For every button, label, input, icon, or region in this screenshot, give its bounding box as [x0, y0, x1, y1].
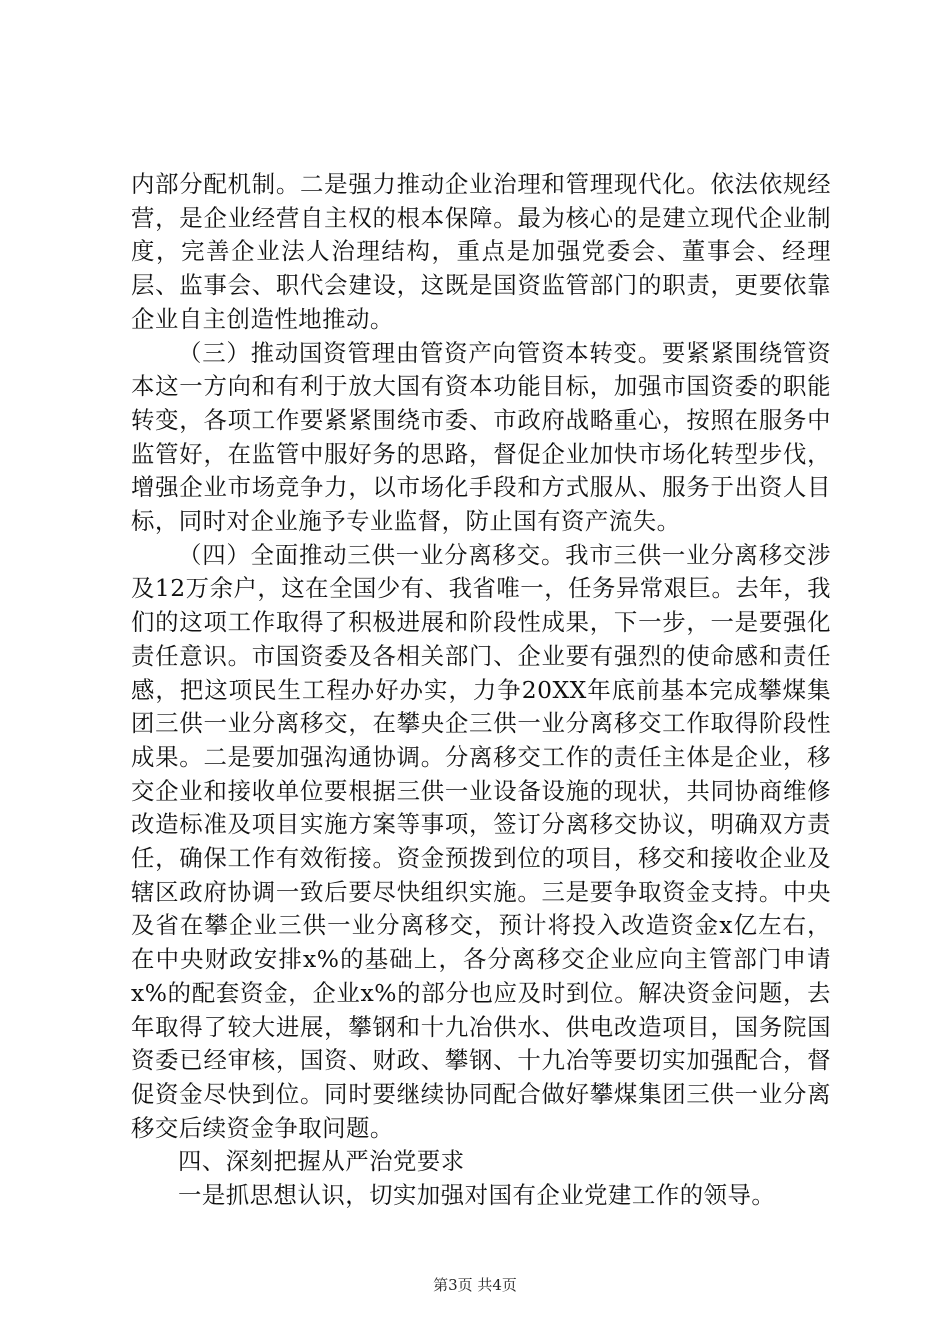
paragraph-1: 内部分配机制。二是强力推动企业治理和管理现代化。依法依规经营，是企业经营自主权的根本保障。最为核心的是建立现代企业制度，完善企业法人治理结构，重点是加强党委会、董事会、经理层、监事会、职代会建设，这既是国资监管部门的职责，更要依靠企业自主创造性地推动。	[131, 170, 831, 333]
paragraph-2: （三）推动国资管理由管资产向管资本转变。要紧紧围绕管资本这一方向和有利于放大国有资本功能目标，加强市国资委的职能转变，各项工作要紧紧围绕市委、市政府战略重心，按照在服务中监管好，在监管中服好务的思路，督促企业加快市场化转型步伐，增强企业市场竞争力，以市场化手段和方式服从、服务于出资人目标，同时对企业施予专业监督，防止国有资产流失。	[131, 338, 831, 536]
page-number-footer: 第3页 共4页	[433, 1276, 517, 1294]
paragraph-3: （四）全面推动三供一业分离移交。我市三供一业分离移交涉及12万余户，这在全国少有、我省唯一，任务异常艰巨。去年，我们的这项工作取得了积极进展和阶段性成果，下一步，一是要强化责任意识。市国资委及各相关部门、企业要有强烈的使命感和责任感，把这项民生工程办好办实，力争20XX年底前基本完成攀煤集团三供一业分离移交，在攀央企三供一业分离移交工作取得阶段性成果。二是要加强沟通协调。分离移交工作的责任主体是企业，移交企业和接收单位要根据三供一业设备设施的现状，共同协商维修改造标准及项目实施方案等事项，签订分离移交协议，明确双方责任，确保工作有效衔接。资金预拨到位的项目，移交和接收企业及辖区政府协调一致后要尽快组织实施。三是要争取资金支持。中央及省在攀企业三供一业分离移交，预计将投入改造资金x亿左右，在中央财政安排x%的基础上，各分离移交企业应向主管部门申请x%的配套资金，企业x%的部分也应及时到位。解决资金问题，去年取得了较大进展，攀钢和十九冶供水、供电改造项目，国务院国资委已经审核，国资、财政、攀钢、十九冶等要切实加强配合，督促资金尽快到位。同时要继续协同配合做好攀煤集团三供一业分离移交后续资金争取问题。	[131, 540, 831, 1142]
paragraph-5: 一是抓思想认识，切实加强对国有企业党建工作的领导。	[178, 1181, 776, 1210]
document-body	[131, 168, 831, 1213]
section-heading: 四、深刻把握从严治党要求	[178, 1147, 465, 1176]
